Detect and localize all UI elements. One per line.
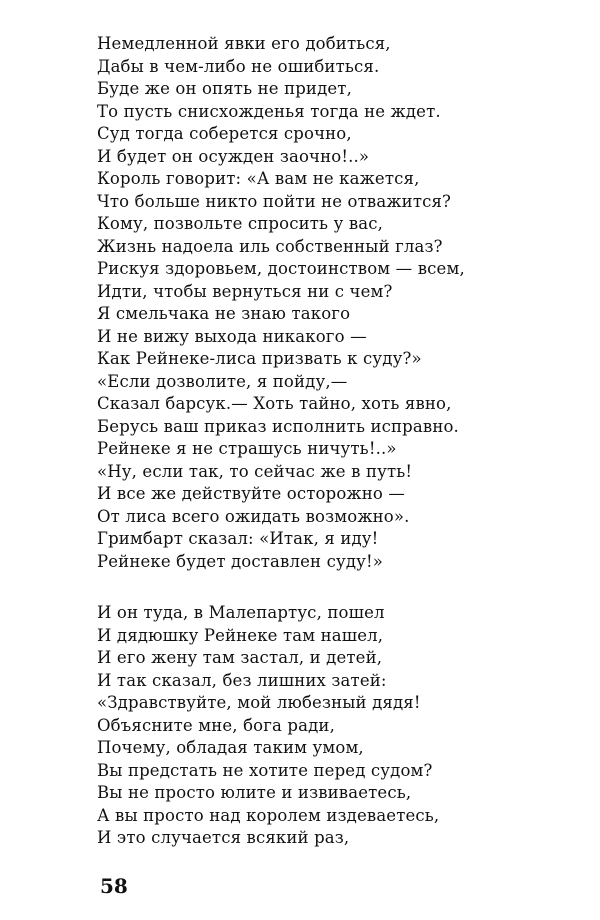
- poem-line: А вы просто над королем издеваетесь,: [97, 805, 440, 825]
- poem-line: Что больше никто пойти не отважится?: [97, 191, 452, 211]
- poem-line: Идти, чтобы вернуться ни с чем?: [97, 281, 393, 301]
- poem-stanza-1: [97, 33, 567, 573]
- poem-line: И дядюшку Рейнеке там нашел,: [97, 625, 384, 645]
- page-number: 58: [100, 874, 128, 898]
- poem-line: Кому, позвольте спросить у вас,: [97, 214, 384, 233]
- poem-line: «Если дозволите, я пойду,—: [97, 371, 348, 391]
- poem-line: То пусть снисхожденья тогда не ждет.: [97, 101, 441, 121]
- poem-line: От лиса всего ожидать возможно».: [97, 506, 410, 526]
- poem-line: Почему, обладая таким умом,: [97, 738, 364, 757]
- poem-line: Король говорит: «А вам не кажется,: [97, 169, 420, 188]
- poem-line: Вы предстать не хотите перед судом?: [97, 760, 433, 780]
- poem-line: Дабы в чем-либо не ошибиться.: [97, 56, 380, 76]
- poem-line: И не вижу выхода никакого —: [97, 326, 367, 346]
- poem-line: Объясните мне, бога ради,: [97, 715, 335, 735]
- poem-line: Рейнеке я не страшусь ничуть!..»: [97, 439, 397, 458]
- poem-line: Берусь ваш приказ исполнить исправно.: [97, 416, 459, 436]
- poem-line: «Здравствуйте, мой любезный дядя!: [97, 693, 421, 712]
- poem-line: «Ну, если так, то сейчас же в путь!: [97, 461, 413, 481]
- poem-line: Гримбарт сказал: «Итак, я иду!: [97, 529, 379, 548]
- poem-line: Сказал барсук.— Хоть тайно, хоть явно,: [97, 394, 452, 413]
- poem-line: Жизнь надоела иль собственный глаз?: [97, 236, 443, 256]
- poem-line: И так сказал, без лишних затей:: [97, 670, 387, 690]
- poem-line: Рискуя здоровьем, достоинством — всем,: [97, 259, 465, 278]
- poem-line: И все же действуйте осторожно —: [97, 484, 406, 503]
- poem-line: Рейнеке будет доставлен суду!»: [97, 551, 384, 571]
- poem-line: Как Рейнеке-лиса призвать к суду?»: [97, 349, 422, 368]
- poem-line: И его жену там застал, и детей,: [97, 648, 383, 667]
- poem-line: И это случается всякий раз,: [97, 828, 350, 847]
- poem-line: Буде же он опять не придет,: [97, 79, 352, 98]
- poem-line: Немедленной явки его добиться,: [97, 34, 391, 53]
- poem-line: Суд тогда соберется срочно,: [97, 124, 352, 143]
- poem-line: Вы не просто юлите и извиваетесь,: [97, 783, 412, 802]
- poem-line: Я смельчака не знаю такого: [97, 304, 351, 323]
- poem-line: И он туда, в Малепартус, пошел: [97, 603, 385, 622]
- poem-line: И будет он осужден заочно!..»: [97, 146, 370, 166]
- poem-stanza-2: [97, 602, 567, 850]
